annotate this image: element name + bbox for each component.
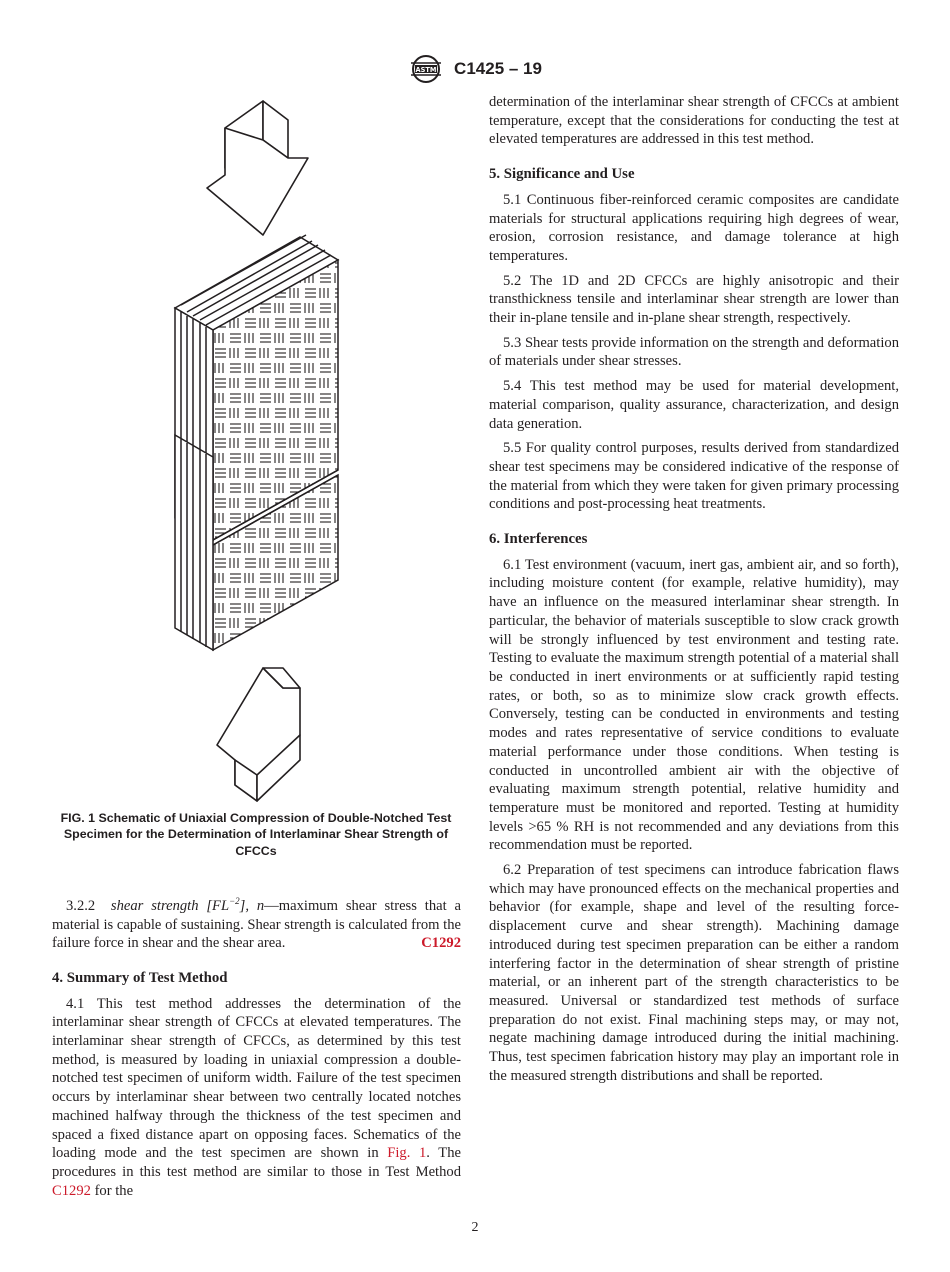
paragraph-6-1: 6.1 Test environment (vacuum, inert gas, ambient air, and so forth), including moisture content (for example, relative humidity), may have an influence on the measured interlaminar shear strength. In particular, the behavior of materials susceptible to slow crack growth will be strongly influenced by test environment and testing rate. Testing to evaluate the maximum strength potential of a material shall be conducted in inert environments or at sufficiently rapid testing rates, or both, so as to minimize slow crack growth effects. Conversely, testing can be conducted in environments and testing modes and rates representative of service conditions to evaluate material performance under those conditions. When testing is conducted in uncontrolled ambient air with the objective of evaluating maximum strength potential, relative humidity and temperature must be monitored and reported. Testing at humidity levels >65 % RH is not recommended and any deviations from this recommendation must be reported. (489, 556, 899, 854)
page-number: 2 (471, 1220, 479, 1235)
load-arrow-up-icon (217, 668, 300, 801)
svg-text:ASTM: ASTM (415, 65, 437, 74)
paragraph-5-3: 5.3 Shear tests provide information on the strength and deformation of materials under shear stresses. (489, 334, 899, 370)
section-6-heading: 6. Interferences (489, 531, 588, 548)
left-column (52, 892, 461, 1200)
paragraph-5-2: 5.2 The 1D and 2D CFCCs are highly anisotropic and their transthickness tensile and interlaminar shear strength are lower than their in-plane tensile and in-plane shear strength, respectively. (489, 272, 899, 327)
fig-1-link[interactable]: Fig. 1 (387, 1145, 427, 1162)
paragraph-5-5: 5.5 For quality control purposes, results derived from standardized shear test specimens may be considered indicative of the response of the material from which they were taken for given primary processing conditions and post-processing heat treatments. (489, 440, 899, 513)
paragraph-continued: determination of the interlaminar shear strength of CFCCs at ambient temperature, except that the considerations for conducting the test at elevated temperatures are addressed in this test method. (489, 94, 899, 148)
load-arrow-down-icon (207, 101, 308, 235)
paragraph-5-1: 5.1 Continuous fiber-reinforced ceramic composites are candidate materials for structural applications requiring high degrees of wear, erosion, corrosion resistance, and damage tolerance at high temperatures. (489, 191, 899, 264)
definition-text: —maximum shear stress that a material is capable of sustaining. Shear strength is calculated from the failure force in shear and the shear area. (52, 897, 461, 952)
section-5-heading: 5. Significance and Use (489, 166, 635, 183)
paragraph-6-2: 6.2 Preparation of test specimens can introduce fabrication flaws which may have pronounced effects on the mechanical properties and behavior (for example, shape and level of the resulting force-displacement curve and shear strength). Machining damage introduced during test specimen preparation can be either a random interfering factor in the determination of shear strength of pristine material, or an inherent part of the strength characteristics to be measured. Universal or standardized test methods of surface preparation do not exist. Final machining steps may, or may not, negate machining damage introduced during the initial machining. Thus, test specimen fabrication history may play an important role in the measured strength distributions and shall be reported. (489, 862, 899, 1084)
paragraph-4-1: 4.1 This test method addresses the determination of the interlaminar shear strength of CFCCs at elevated temperatures. The interlaminar shear strength of CFCCs, as determined by this test method, is measured by loading in uniaxial compression a double-notched test specimen of uniform width. Failure of the test specimen occurs by interlaminar shear between two centrally located notches machined halfway through the thickness of the test specimen and spaced a fixed distance apart on opposing faces. Schematics of the loading mode and the test specimen are shown in Fig. 1. The procedures in this test method are similar to those in Test Method C1292 for the (52, 995, 461, 1199)
definition-3-2-2 (52, 892, 461, 953)
figure-caption: FIG. 1 Schematic of Uniaxial Compression of Double-Notched Test Specimen for the Determination of Interlaminar Shear Strength of CFCCs (60, 811, 452, 858)
astm-logo-icon (408, 54, 444, 84)
definition-term: shear strength $[FL^{-2}]$, n (110, 896, 265, 914)
page-header (0, 54, 950, 84)
document-code: C1425 – 19 (454, 59, 542, 78)
right-column (489, 93, 899, 1085)
reference-c1292[interactable]: C1292 (421, 935, 461, 952)
figure-1-schematic (160, 98, 360, 813)
definition-number: 3.2.2 (66, 897, 96, 914)
section-4-heading: 4. Summary of Test Method (52, 969, 228, 986)
c1292-link[interactable]: C1292 (52, 1182, 91, 1199)
paragraph-5-4: 5.4 This test method may be used for material development, material comparison, quality assurance, characterization, and design data generation. (489, 378, 899, 432)
